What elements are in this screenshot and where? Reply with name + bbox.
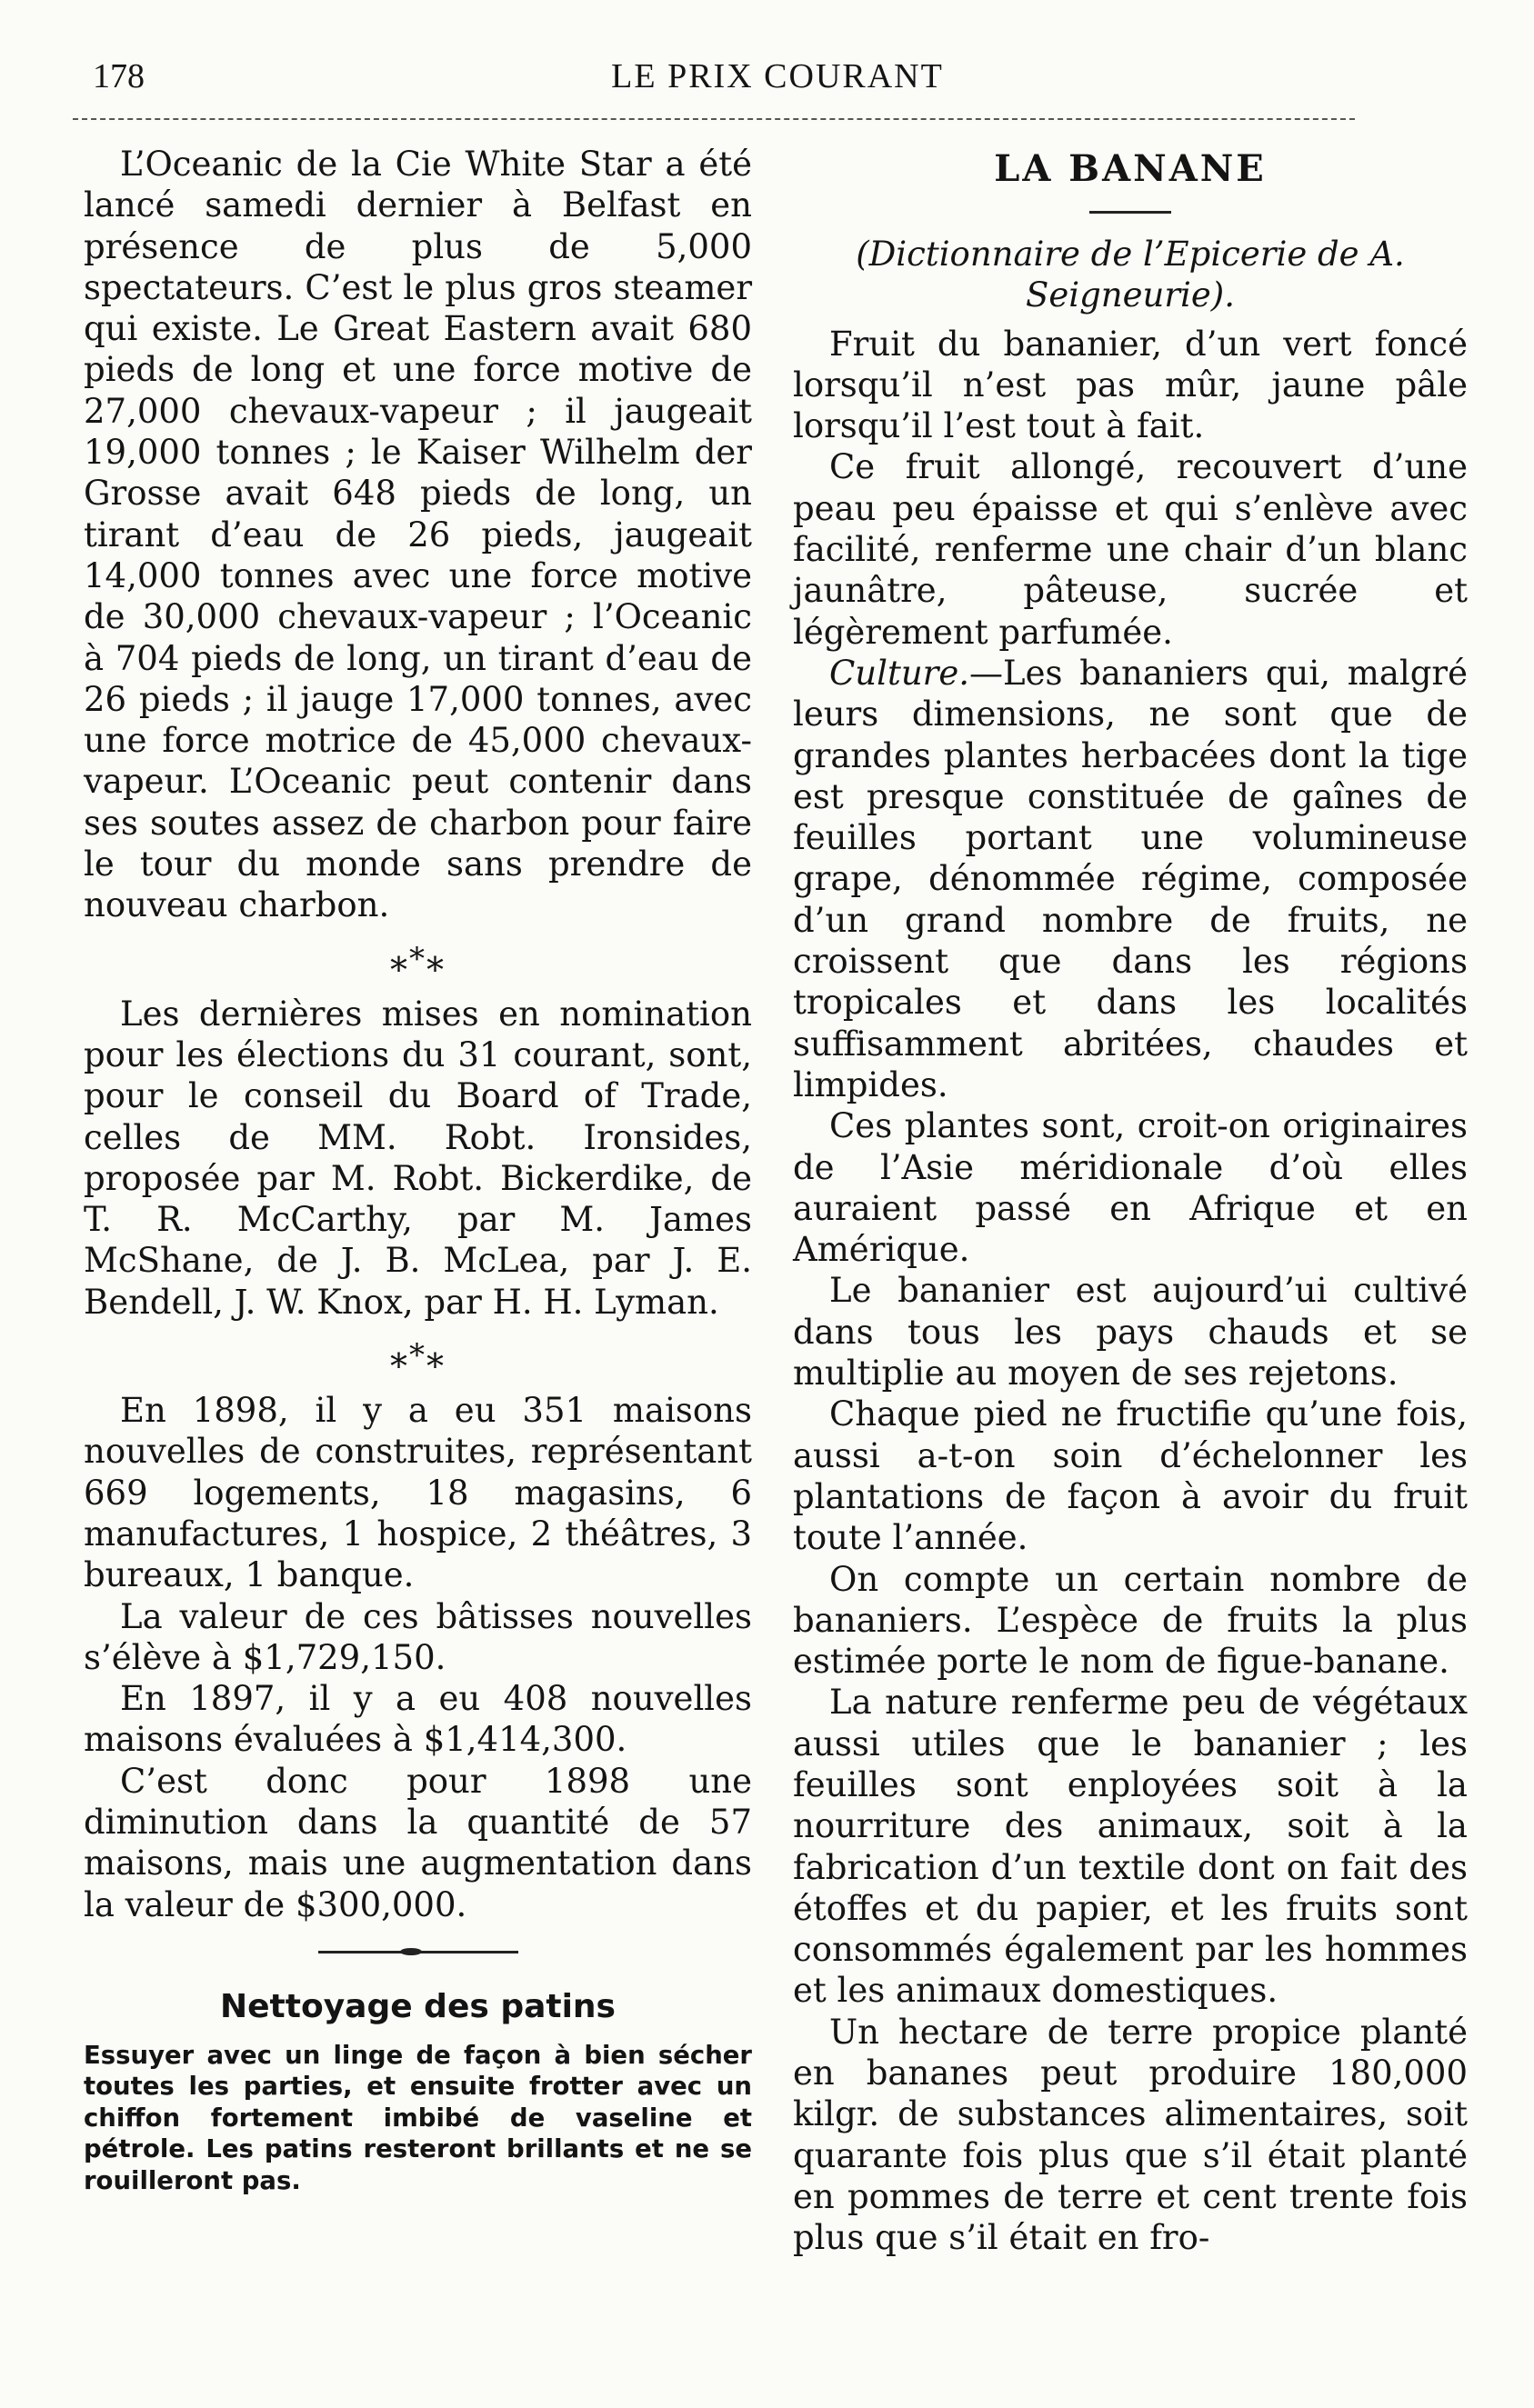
page-header xyxy=(82,56,1473,111)
left-column xyxy=(84,144,752,2196)
banana-paragraph: Ces plantes sont, croit-on originaires de l’Asie méridionale d’où elles auraient passé en Afrique et en Amérique. xyxy=(793,1106,1468,1270)
oceanic-paragraph: L’Oceanic de la Cie White Star a été lancé samedi dernier à Belfast en présence de plus de 5,000 spectateurs. C’est le plus gros steamer qui existe. Le Great Eastern avait 680 pieds de long et une force motive de 27,000 chevaux-vapeur ; il jaugeait 19,000 tonnes ; le Kaiser Wilhelm der Grosse avait 648 pieds de long, un tirant d’eau de 26 pieds, jaugeait 14,000 tonnes avec une force motive de 30,000 chevaux-vapeur ; l’Oceanic à 704 pieds de long, un tirant d’eau de 26 pieds ; il jauge 17,000 tonnes, avec une force motrice de 45,000 chevaux-vapeur. L’Oceanic peut contenir dans ses soutes assez de charbon pour faire le tour du monde sans prendre de nouveau charbon. xyxy=(84,145,752,925)
culture-label: Culture. xyxy=(829,653,970,693)
banana-paragraph: Fruit du bananier, d’un vert foncé lorsqu’il n’est pas mûr, jaune pâle lorsqu’il l’est tout à fait. xyxy=(793,324,1468,446)
banana-paragraph: Le bananier est aujourd’ui cultivé dans tous les pays chauds et se multiplie au moyen de ses rejetons. xyxy=(793,1271,1468,1394)
article-title: LA BANANE xyxy=(994,147,1267,190)
article-source: (Dictionnaire de l’Epicerie de A. Seigneurie). xyxy=(856,235,1405,315)
buildings-value-paragraph: La valeur de ces bâtisses nouvelles s’élève à $1,729,150. xyxy=(84,1596,752,1677)
buildings-summary-paragraph: C’est donc pour 1898 une diminution dans la quantité de 57 maisons, mais une augmentation dans la valeur de $300,000. xyxy=(84,1761,752,1924)
banana-paragraph: Chaque pied ne fructifie qu’une fois, aussi a-t-on soin d’échelonner les plantations de façon à avoir du fruit toute l’année. xyxy=(793,1394,1468,1558)
banana-paragraph: La nature renferme peu de végétaux aussi utiles que le bananier ; les feuilles sont enployées soit à la nourriture des animaux, soit à la fabrication d’un textile dont on fait des étoffes et du papier, et les fruits sont consommés également par les hommes et les animaux domestiques. xyxy=(793,1683,1468,2011)
right-column xyxy=(793,144,1468,2259)
culture-paragraph xyxy=(793,653,1468,1105)
banana-paragraph: On compte un certain nombre de bananiers. L’espèce de fruits la plus estimée porte le nom de figue-banane. xyxy=(793,1559,1468,1682)
asterism-divider: *** xyxy=(390,1337,446,1387)
header-rule xyxy=(73,118,1355,120)
buildings-paragraph: En 1898, il y a eu 351 maisons nouvelles de construites, représentant 669 logements, 18 magasins, 6 manufactures, 1 hospice, 2 théâtres, 3 bureaux, 1 banque. xyxy=(84,1391,752,1595)
section-separator xyxy=(84,1925,752,1980)
journal-title: LE PRIX COURANT xyxy=(611,57,944,95)
title-rule xyxy=(1089,211,1171,214)
section-title: Nettoyage des patins xyxy=(220,1987,616,2025)
banana-paragraph: Ce fruit allongé, recouvert d’une peau peu épaisse et qui s’enlève avec facilité, renferme une chair d’un blanc jaunâtre, pâteuse, sucrée et légèrement parfumée. xyxy=(793,447,1468,652)
banana-paragraph: Un hectare de terre propice planté en bananes peut produire 180,000 kilgr. de substances alimentaires, soit quarante fois plus que s’il était planté en pommes de terre et cent trente fois plus que s’il était en fro- xyxy=(793,2012,1468,2258)
section-text: Essuyer avec un linge de façon à bien sécher toutes les parties, et ensuite frotter avec un chiffon fortement imbibé de vaseline et pétrole. Les patins resteront brillants et ne se rouilleront pas. xyxy=(84,2040,752,2195)
nominations-paragraph: Les dernières mises en nomination pour les élections du 31 courant, sont, pour le conseil du Board of Trade, celles de MM. Robt. Ironsides, proposée par M. Robt. Bickerdike, de T. R. McCarthy, par M. James McShane, de J. B. McLea, par J. E. Bendell, J. W. Knox, par H. H. Lyman. xyxy=(84,994,752,1322)
page-number: 178 xyxy=(93,57,145,95)
culture-text: —Les bananiers qui, malgré leurs dimensions, ne sont que de grandes plantes herbacées dont la tige est presque constituée de gaînes de feuilles portant une volumineuse grape, dénommée régime, composée d’un grand nombre de fruits, ne croissent que dans les régions tropicales et dans les localités suffisamment abritées, chaudes et limpides. xyxy=(793,653,1468,1104)
buildings-1897-paragraph: En 1897, il y a eu 408 nouvelles maisons évaluées à $1,414,300. xyxy=(84,1679,752,1760)
asterism-divider: *** xyxy=(390,940,446,990)
